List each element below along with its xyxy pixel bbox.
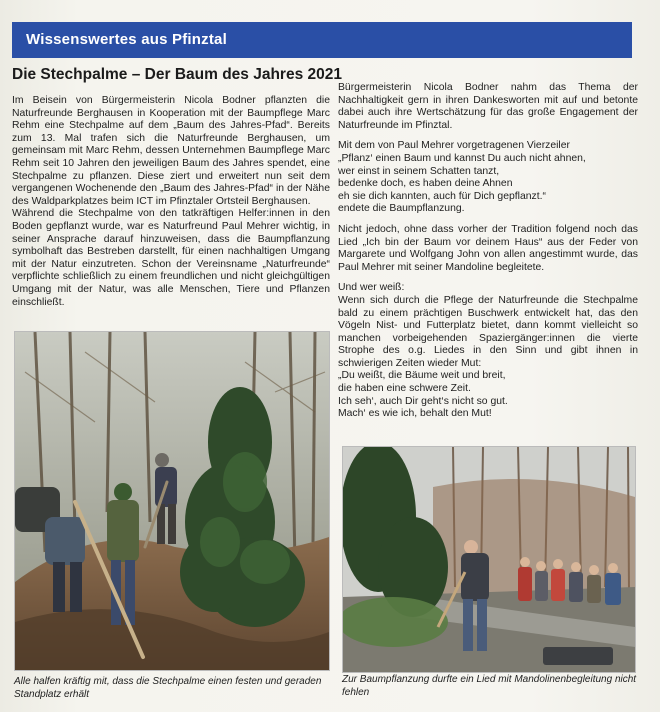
verse-line: „Pflanz‘ einen Baum und kannst Du auch nicht ahnen, [338, 152, 586, 164]
paragraph: Mit dem von Paul Mehrer vorgetragenen Vierzeiler [338, 140, 570, 152]
verse-line: Mach‘ es wie ich, behalt den Mut! [338, 408, 492, 420]
photo-planting-helpers-image [15, 332, 329, 670]
paragraph: Wenn sich durch die Pflege der Naturfreunde die Stechpalme bald zu einem prächtigen Buschwerk entwickelt hat, das den Vögeln Nist- und Futterplatz bietet, dann kommt vielleicht so manchen vorbeigehenden Spaziergänger:innen die vierte Strophe des o.g. Liedes in den Sinn und gibt ihnen in schwierigen Zeiten wieder Mut: [338, 294, 638, 369]
photo-caption-right: Zur Baumpflanzung durfte ein Lied mit Mandolinenbegleitung nicht fehlen [342, 674, 637, 698]
paragraph: endete die Baumpflanzung. [338, 203, 465, 215]
verse-line: die haben eine schwere Zeit. [338, 383, 471, 395]
poem-verse [338, 153, 638, 203]
verse-line: bedenke doch, es haben deine Ahnen [338, 178, 513, 190]
photo-planting-helpers [14, 331, 330, 671]
photo-caption-left: Alle halfen kräftig mit, dass die Stechpalme einen festen und geraden Standplatz erhält [14, 676, 322, 700]
verse-line: Ich seh‘, auch Dir geht‘s nicht so gut. [338, 395, 508, 407]
paragraph: Und wer weiß: [338, 282, 405, 294]
paragraph: Während die Stechpalme von den tatkräftigen Helfer:innen in den Boden gepflanzt wurde, war es Naturfreund Paul Mehrer wichtig, in seiner Ansprache darauf hinzuweisen, dass die Baumpflanzung symbolhaft das Bestreben darstellt, für einen nachhaltigen Umgang mit der Natur einzutreten. Schon der Vereinsname „Naturfreunde“ verpflichte schließlich zu einem freundlichen und nicht gleichgültigen Umgang mit der Natur, was alle Menschen, Tiere und Pflanzen einschließt. [12, 208, 330, 308]
article-column-left [12, 95, 330, 309]
photo-group-song-image [343, 447, 635, 672]
paragraph: Nicht jedoch, ohne dass vorher der Tradition folgend noch das Lied „Ich bin der Baum vor deinem Haus“ aus der Feder von Margarete und Wolfgang John von allen angestimmt wurde, das Paul Mehrer mit seiner Mandoline begleitete. [338, 223, 638, 273]
article-column-right [338, 82, 638, 421]
photo-group-song [342, 446, 636, 673]
song-verse [338, 370, 638, 420]
section-title: Wissenswertes aus Pfinztal [26, 31, 227, 48]
article-headline: Die Stechpalme – Der Baum des Jahres 2021 [12, 66, 342, 83]
verse-line: „Du weißt, die Bäume weit und breit, [338, 370, 506, 382]
verse-line: wer einst in seinem Schatten tanzt, [338, 165, 500, 177]
paragraph: Bürgermeisterin Nicola Bodner nahm das Thema der Nachhaltigkeit gern in ihren Dankesworten mit auf und betonte dabei auch ihre Wertschätzung für das große Engagement der Naturfreunde im Pfinztal. [338, 82, 638, 131]
verse-line: eh sie dich kannten, auch für Dich gepflanzt.“ [338, 190, 546, 202]
section-banner [12, 22, 632, 58]
paragraph: Im Beisein von Bürgermeisterin Nicola Bodner pflanzten die Naturfreunde Berghausen in Kooperation mit der Baumpflege Marc Rehm eine Stechpalme auf dem „Baum des Jahres-Pfad“. Bereits zum 13. Mal trafen sich die Naturfreunde Berghausen, um gemeinsam mit Marc Rehm, dessen Unternehmen Baumpflege Marc Rehm seit 10 Jahren den jeweiligen Baum des Jahres spendet, eine Stechpalme zu pflanzen. Diese ziert und erweitert nun seit dem vergangenen Wochenende den „Baum des Jahres-Pfad“ in der Nähe des Waldparkplatzes beim ICT im Pfinztaler Ortsteil Berghausen. [12, 95, 330, 207]
